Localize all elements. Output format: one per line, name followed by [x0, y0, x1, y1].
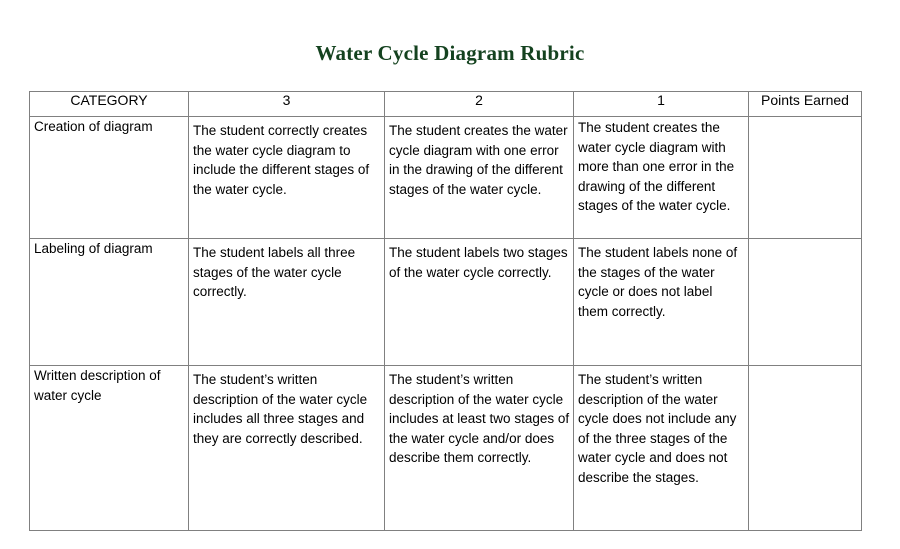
- descriptor-text: The student labels two stages of the water cycle correctly.: [389, 245, 568, 280]
- table-row: [30, 117, 862, 239]
- descriptor-text: The student’s written description of the water cycle includes all three stages and they are correctly described.: [193, 372, 368, 446]
- header-score-2: 2: [385, 92, 574, 117]
- descriptor-cell-2: [385, 117, 574, 239]
- table-row: [30, 366, 862, 531]
- rubric-table: [29, 91, 862, 531]
- criterion-cell: [30, 239, 189, 366]
- table-row: [30, 239, 862, 366]
- descriptor-text: The student’s written description of the water cycle includes at least two stages of the water cycle and/or does describe them correctly.: [389, 372, 570, 465]
- header-score-3: 3: [189, 92, 385, 117]
- points-earned-value: [749, 366, 861, 374]
- descriptor-cell-1: [574, 366, 749, 531]
- descriptor-cell-2: [385, 239, 574, 366]
- points-earned-value: [749, 117, 861, 125]
- criterion-cell: [30, 366, 189, 531]
- descriptor-text: The student labels all three stages of the water cycle correctly.: [193, 245, 356, 299]
- criterion-label: Written description of water cycle: [34, 368, 161, 403]
- page-title: Water Cycle Diagram Rubric: [315, 41, 585, 65]
- points-earned-cell[interactable]: [749, 239, 862, 366]
- descriptor-cell-3: [189, 239, 385, 366]
- criterion-label: Creation of diagram: [34, 119, 153, 134]
- descriptor-cell-1: [574, 117, 749, 239]
- descriptor-cell-3: [189, 366, 385, 531]
- descriptor-text: The student correctly creates the water cycle diagram to include the different stages of the water cycle.: [193, 123, 370, 197]
- header-category: CATEGORY: [30, 92, 189, 117]
- descriptor-text: The student creates the water cycle diagram with one error in the drawing of the different stages of the water cycle.: [389, 123, 568, 197]
- descriptor-text: The student labels none of the stages of the water cycle or does not label them correctly.: [578, 245, 738, 319]
- descriptor-text: The student creates the water cycle diagram with more than one error in the drawing of the different stages of the water cycle.: [578, 120, 735, 213]
- criterion-cell: [30, 117, 189, 239]
- descriptor-text: The student’s written description of the water cycle does not include any of the three stages of the water cycle and does not describe the stages.: [578, 372, 737, 485]
- header-points-earned: Points Earned: [749, 92, 862, 117]
- table-header-row: [30, 92, 862, 117]
- points-earned-cell[interactable]: [749, 366, 862, 531]
- points-earned-cell[interactable]: [749, 117, 862, 239]
- header-score-1: 1: [574, 92, 749, 117]
- descriptor-cell-1: [574, 239, 749, 366]
- descriptor-cell-3: [189, 117, 385, 239]
- criterion-label: Labeling of diagram: [34, 241, 153, 256]
- descriptor-cell-2: [385, 366, 574, 531]
- points-earned-value: [749, 239, 861, 247]
